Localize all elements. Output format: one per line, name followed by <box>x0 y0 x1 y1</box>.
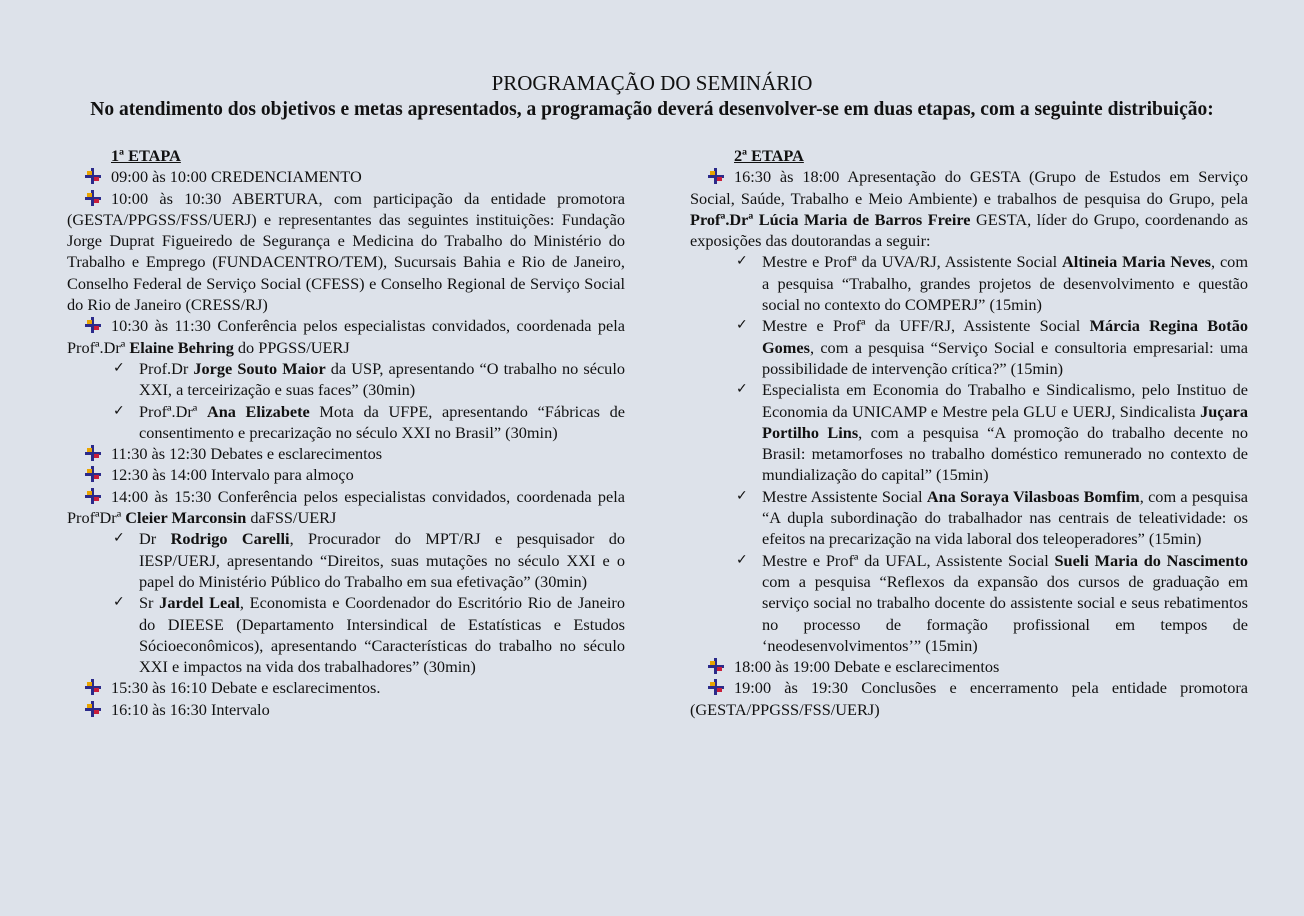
check-icon: ✓ <box>113 402 125 419</box>
schedule-item: 14:00 às 15:30 Conferência pelos especialistas convidados, coordenada pela ProfªDrª Cleier Marconsin daFSS/UERJ <box>67 486 625 528</box>
cross-bullet-icon <box>85 168 101 184</box>
speaker-list <box>113 358 625 443</box>
speaker-item: ✓ Especialista em Economia do Trabalho e Sindicalismo, pelo Instituo de Economia da UNICAMP e Mestre pela GLU e UERJ, Sindicalista Juçara Portilho Lins, com a pesquisa “A promoção do trabalho decente no Brasil: metamorfoses no trabalho doméstico remunerado no contexto de mundialização do capital” (15min) <box>736 380 1248 485</box>
schedule-item: 19:00 às 19:30 Conclusões e encerramento pela entidade promotora (GESTA/PPGSS/FSS/UERJ) <box>690 678 1248 719</box>
check-icon: ✓ <box>736 381 748 398</box>
schedule-item: 10:00 às 10:30 ABERTURA, com participação da entidade promotora (GESTA/PPGSS/FSS/UERJ) e representantes das seguintes instituições: Fundação Jorge Duprat Figueiredo de Segurança e Medicina do Trabalho do Ministério do Trabalho e Emprego (FUNDACENTRO/TEM), Sucursais Bahia e Rio de Janeiro, Conselho Federal de Serviço Social (CFESS) e Conselho Regional de Serviço Social do Rio de Janeiro (CRESS/RJ) <box>67 188 625 315</box>
schedule-item: 18:00 às 19:00 Debate e esclarecimentos <box>690 656 1248 677</box>
speaker-list <box>736 251 1249 656</box>
etapa-2-column <box>690 145 1248 720</box>
cross-bullet-icon <box>85 488 101 504</box>
schedule-item: 16:30 às 18:00 Apresentação do GESTA (Grupo de Estudos em Serviço Social, Saúde, Trabalho e Meio Ambiente) e trabalhos de pesquisa do Grupo, pela Profª.Drª Lúcia Maria de Barros Freire GESTA, líder do Grupo, coordenando as exposições das doutorandas a seguir: <box>690 167 1248 251</box>
check-icon: ✓ <box>113 359 125 376</box>
schedule-item: 09:00 às 10:00 CREDENCIAMENTO <box>67 166 625 187</box>
speaker-item: ✓ Profª.Drª Ana Elizabete Mota da UFPE, apresentando “Fábricas de consentimento e precarização no século XXI no Brasil” (30min) <box>113 401 625 442</box>
cross-bullet-icon <box>708 658 724 674</box>
schedule-item: 10:30 às 11:30 Conferência pelos especialistas convidados, coordenada pela Profª.Drª Elaine Behring do PPGSS/UERJ <box>67 316 625 357</box>
check-icon: ✓ <box>736 253 748 270</box>
cross-bullet-icon <box>708 679 724 695</box>
cross-bullet-icon <box>85 701 101 717</box>
cross-bullet-icon <box>85 317 101 333</box>
etapa-1-heading: 1ª ETAPA <box>111 146 181 165</box>
speaker-item: ✓ Dr Rodrigo Carelli, Procurador do MPT/RJ e pesquisador do IESP/UERJ, apresentando “Direitos, suas mutações no século XXI e o papel do Ministério Público do Trabalho em sua efetivação” (30min) <box>113 529 625 591</box>
schedule-item: 12:30 às 14:00 Intervalo para almoço <box>67 464 625 485</box>
check-icon: ✓ <box>736 487 748 504</box>
schedule-item: 15:30 às 16:10 Debate e esclarecimentos. <box>67 677 625 698</box>
check-icon: ✓ <box>736 317 748 334</box>
check-icon: ✓ <box>736 551 748 568</box>
etapa-1-column <box>67 145 625 720</box>
schedule-item: 11:30 às 12:30 Debates e esclarecimentos <box>67 443 625 464</box>
schedule-item: 16:10 às 16:30 Intervalo <box>67 699 625 720</box>
cross-bullet-icon <box>708 168 724 184</box>
cross-bullet-icon <box>85 679 101 695</box>
cross-bullet-icon <box>85 466 101 482</box>
speaker-item: ✓ Sr Jardel Leal, Economista e Coordenador do Escritório Rio de Janeiro do DIEESE (Departamento Intersindical de Estatísticas e Estudos Sócioeconômicos), apresentando “Características do trabalho no século XXI e impactos na vida dos trabalhadores” (30min) <box>113 593 625 677</box>
speaker-item: ✓ Mestre e Profª da UFF/RJ, Assistente Social Márcia Regina Botão Gomes, com a pesquisa “Serviço Social e consultoria empresarial: uma possibilidade de intervenção crítica?” (15min) <box>736 316 1248 378</box>
page-title: PROGRAMAÇÃO DO SEMINÁRIO <box>491 71 813 95</box>
cross-bullet-icon <box>85 445 101 461</box>
check-icon: ✓ <box>113 530 125 547</box>
etapa-2-heading: 2ª ETAPA <box>734 146 804 165</box>
speaker-item: ✓ Mestre e Profª da UVA/RJ, Assistente Social Altineia Maria Neves, com a pesquisa “Trabalho, grandes projetos de desenvolvimento e questão social no contexto do COMPERJ” (15min) <box>736 252 1248 315</box>
speaker-item: ✓ Mestre Assistente Social Ana Soraya Vilasboas Bomfim, com a pesquisa “A dupla subordinação do trabalhador nas centrais de teleatividade: os efeitos na precarização na vida laboral dos teleoperadores” (15min) <box>736 486 1249 549</box>
speaker-item: ✓ Prof.Dr Jorge Souto Maior da USP, apresentando “O trabalho no século XXI, a terceirização e suas faces” (30min) <box>113 358 625 400</box>
check-icon: ✓ <box>113 594 125 611</box>
cross-bullet-icon <box>85 190 101 206</box>
page-subtitle: No atendimento dos objetivos e metas apresentados, a programação deverá desenvolver-se em duas etapas, com a seguinte distribuição: <box>90 99 1214 120</box>
speaker-item: ✓ Mestre e Profª da UFAL, Assistente Social Sueli Maria do Nascimento com a pesquisa “Reflexos da expansão dos cursos de graduação em serviço social no trabalho docente do assistente social e seus rebatimentos no processo de formação profissional em tempos de ‘neodesenvolvimentos’” (15min) <box>736 550 1249 655</box>
speaker-list <box>113 528 625 677</box>
